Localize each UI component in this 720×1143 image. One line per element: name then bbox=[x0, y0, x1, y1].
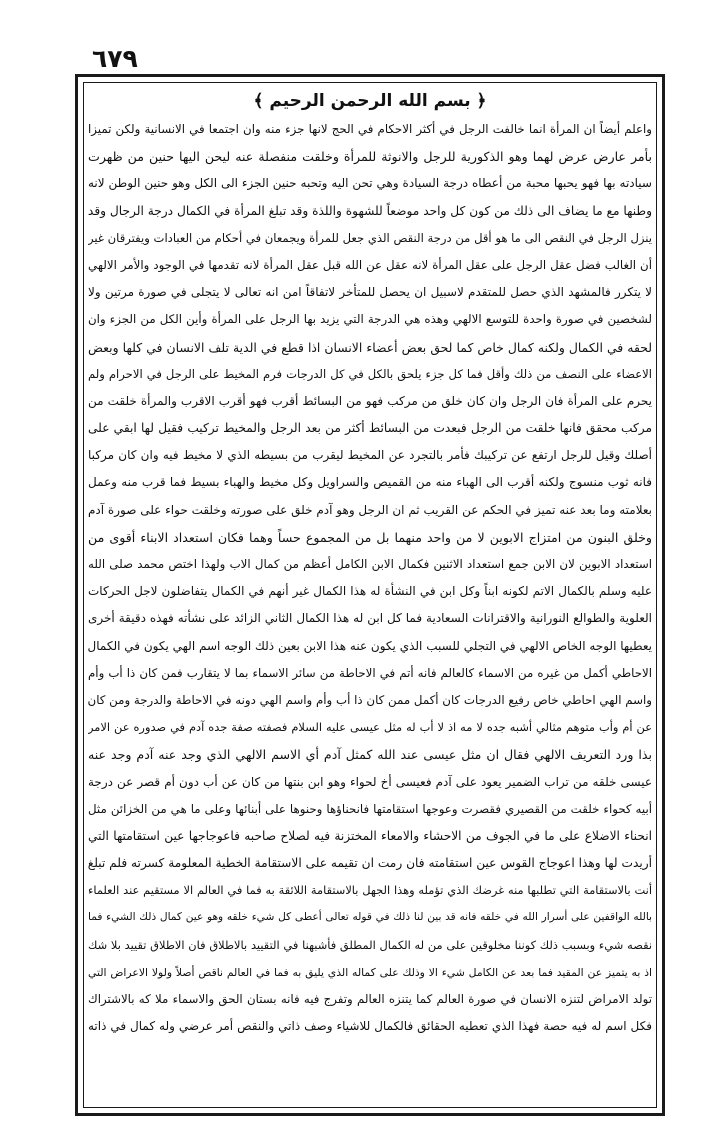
text-line: وطنها مع ما يضاف الى ذلك من كون كل واحد موضعاً للشهوة واللذة وقد تبلغ المرأة في الكمال درجة الرجال وقد bbox=[88, 203, 652, 218]
basmala-heading: ﴿ بسم الله الرحمن الرحيم ﴾ bbox=[253, 91, 487, 111]
text-line: أنت بالاستقامة التي تطلبها منه غرضك الذي تؤمله وهذا الجهل بالاستقامة اللائقة به فما في العالم الا مستقيم عند العلماء bbox=[88, 883, 652, 898]
text-line: العلوية والطوالع النورانية والاقترانات السعادية فما كل ابن له هذا الكمال الثاني الزائد على نشأته فهذه دقيقة أخرى bbox=[88, 611, 652, 626]
text-line: بذا ورد التعريف الالهي فقال ان مثل عيسى عند الله كمثل آدم أي الاسم الالهي الذي وجد عنه آدم وجد عنه bbox=[88, 747, 652, 763]
text-line: الاحاطي أكمل من غيره من الاسماء كالعالم فانه أتم في الاحاطة من سائر الاسماء بما لا يتقارب فمن كان ذا أب وأم bbox=[88, 665, 652, 680]
text-line: وخلق البنون من امتزاج الابوين لا من واحد منهما بل من المجموع حساً وهما فكان استعداد الابناء أقوى من bbox=[88, 529, 652, 545]
text-line: سيادته بها فهو يحبها محبة من أعطاه درجة السيادة وهي تحن اليه وتحبه حنين الجزء الى الكل وهو حنين الوطن لانه bbox=[88, 176, 652, 191]
text-line: انحناء الاضلاع على ما في الجوف من الاحشاء والامعاء المختزنة فيه لصلاح صاحبه فاعوجاجها عين استقامتها التي bbox=[88, 828, 652, 843]
text-line: لشخصين في صورة واحدة للتوسع الالهي وهذه هي الدرجة التي يزيد بها الرجل على المرأة وأين الكل من الجزء وان bbox=[88, 312, 652, 327]
text-line: لحقه في الكمال ولكنه كمال خاص كما لحق بعض أعضاء الانسان اذا قطع في الدية تلف الانسان في كلها وبعض bbox=[88, 339, 652, 355]
text-line: فكل اسم له فيه حصة فهذا الذي تعطيه الحقائق فالكمال للاشياء وصف ذاتي والنقص أمر عرضي وله كمال في ذاته bbox=[88, 1019, 652, 1034]
text-line: عليه وسلم بالكمال الاتم لكونه ابناً وكل ابن في النشأة له هذا الكمال غير أنهم في الكمال يتفاضلون لاجل الحركات bbox=[88, 584, 652, 599]
text-line: لا يتكرر فالمشهد الذي حصل للمتقدم لاسبيل ان يحصل للمتأخر لاتفاقاً امن انه تعالى لا يتجلى في صورة مرتين ولا bbox=[88, 285, 652, 300]
text-line: واعلم أيضاً ان المرأة انما خالفت الرجل في أكثر الاحكام في الحج لانها جزء منه وان اجتمعا في الانسانية ولكن تميزا bbox=[88, 122, 652, 136]
text-line: عيسى خلقه من تراب الضمير يعود على آدم فعيسى أخ لحواء وهو ابن بنتها من كان عن أب دون أم قصر عن درجة bbox=[88, 774, 652, 789]
text-line: عن أم وأب متوهم مثالي أشبه جده لا مه اذ لا أب له مثل عيسى عليه السلام فصفته صفة جده آدم في صدوره عن الامر bbox=[88, 720, 652, 735]
text-line: مركب محقق فانها خلقت من الرجل فبعدت من البسائط أكثر من بعد الرجل والمخيط تركيب فقيل لها ابقي على bbox=[88, 421, 652, 436]
text-line: أن الغالب فضل عقل الرجل على عقل المرأة لانه عقل عن الله قبل عقل المرأة لانه تقدمها في الوجود والأمر الالهي bbox=[88, 257, 652, 272]
text-line: اذ به يتميز عن المقيد فما بعد عن الكامل شيء الا وذلك على كماله الذي يليق به فما في العالم ناقص أصلاً ولولا الاعراض التي bbox=[88, 965, 652, 979]
text-line: استعداد الابوين لان الابن جمع استعداد الاثنين فكمال الابن الكامل أعظم من كمال الاب ولهذا اختص محمد صلى الله bbox=[88, 557, 652, 571]
text-line: الاعضاء على النصف من ذلك وأقل فما كل جزء يلحق بالكل في كل الدرجات فرم المخيط على الرجل في الاحرام ولم bbox=[88, 366, 652, 381]
text-line: أريدت لها وهذا اعوجاج القوس عين استقامته فان رمت ان تقيمه على الاستقامة الخطية المعلومة كسرته فلم تبلغ bbox=[88, 856, 652, 871]
text-line: تولد الامراض لتنزه الانسان في صورة العالم كما يتنزه العالم وتفرج فيه فانه بستان الحق والاسماء ملا كه بالاشتراك bbox=[88, 992, 652, 1006]
text-line: أبيه كحواء خلقت من القصيري فقصرت وعوجها استقامتها فانحناؤها وحنوها على أبنائها وعلى ما هي من الخزائن مثل bbox=[88, 801, 652, 816]
text-line: بالله الواقفين على أسرار الله في خلقه فانه قد بين لنا ذلك في قوله تعالى أعطى كل شيء خلقه وهو عين كمال ذلك الشيء فما bbox=[88, 911, 652, 924]
text-block bbox=[88, 86, 652, 1102]
text-line: بعلامته وما بعد عنه تميز في الحكم عن القريب ثم ان الرجل وهو آدم خلق على صورته وخلقت حواء على صورة آدم bbox=[88, 502, 652, 517]
body-text bbox=[88, 116, 652, 1040]
text-line: ينزل الرجل في النقص الى ما هو أقل من درجة النقص الذي جعل للمرأة ويجمعان في أحكام من العبادات ويفترقان غير bbox=[88, 230, 652, 245]
text-line: يعطيها الوجه الخاص الالهي في التجلي للسبب الذي يكون عنه هذا الابن بعين ذلك الوجه اسم الهي يكون في الكمال bbox=[88, 638, 652, 653]
text-line: واسم الهي احاطي خاص رفيع الدرجات كان أكمل ممن كان ذا أب وأم واسم الهي دونه في الاحاطة والدرجة ومن كان bbox=[88, 692, 652, 707]
text-line: فانه ثوب منسوج ولكنه أقرب الى الهباء منه من القميص والسراويل وكل مخيط والهباء بسيط فما قرب منه وعمل bbox=[88, 475, 652, 490]
text-line: نقصه شيء وبسبب ذلك كوننا مخلوقين على من له الكمال المطلق فأشبهنا في التقييد بالاطلاق فان الاطلاق تقييد بلا شك bbox=[88, 937, 652, 952]
text-line: بأمر عارض عرض لهما وهو الذكورية للرجل والانوثة للمرأة وخلقت منفصلة عنه ليحن اليها حنين من ظهرت bbox=[88, 149, 652, 165]
text-line: أصلك وقيل للرجل ارتفع عن تركيبك فأمر بالتجرد عن المخيط ليقرب من بسيطه الذي لا مخيط فيه وان كان مركبا bbox=[88, 448, 652, 463]
text-line: يحرم على المرأة فان الرجل وان كان خلق من مركب فهو من البسائط أقرب فهو أقرب الاقرب والمرأة خلقت من bbox=[88, 393, 652, 408]
page-number: ٦٧٩ bbox=[92, 44, 138, 73]
